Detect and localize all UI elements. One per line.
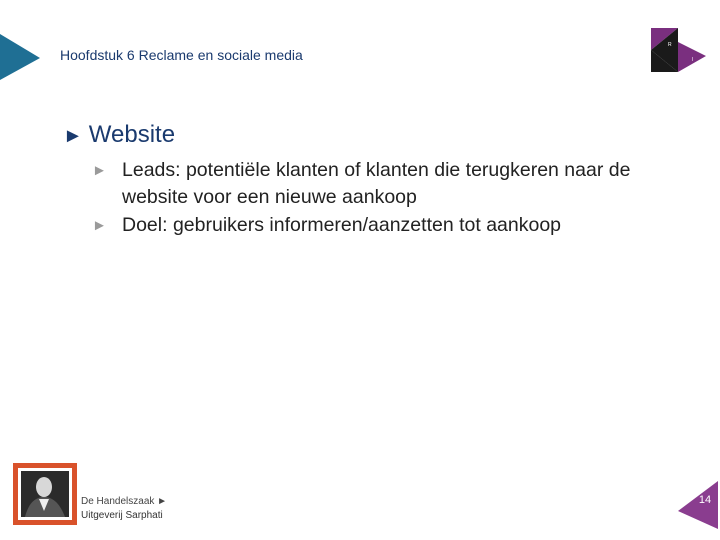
list-item xyxy=(92,212,682,239)
list-item-text: Leads: potentiële klanten of klanten die terugkeren naar de website voor een nieuwe aankoop xyxy=(122,159,631,208)
section-arrow-icon xyxy=(0,34,42,82)
publisher-line-1: De Handelszaak ► xyxy=(81,496,168,507)
logo-letter-i: I xyxy=(692,57,694,63)
sub-bullet-icon: ► xyxy=(92,162,107,179)
bullet-heading xyxy=(63,121,175,149)
chapter-title: Hoofdstuk 6 Reclame en sociale media xyxy=(60,47,303,63)
publisher-line-2: Uitgeverij Sarphati xyxy=(81,510,163,521)
list-item-text: Doel: gebruikers informeren/aanzetten tot aankoop xyxy=(122,214,562,236)
list-item xyxy=(92,157,682,211)
publisher-logo-icon xyxy=(648,28,708,74)
heading-text: Website xyxy=(88,121,176,148)
heading-bullet-icon: ► xyxy=(63,125,83,147)
sub-bullet-icon: ► xyxy=(92,217,107,234)
logo-letter-r: R xyxy=(668,42,672,48)
publisher-name xyxy=(81,495,167,523)
page-number: 14 xyxy=(698,494,712,506)
portrait-logo-icon xyxy=(13,463,77,525)
